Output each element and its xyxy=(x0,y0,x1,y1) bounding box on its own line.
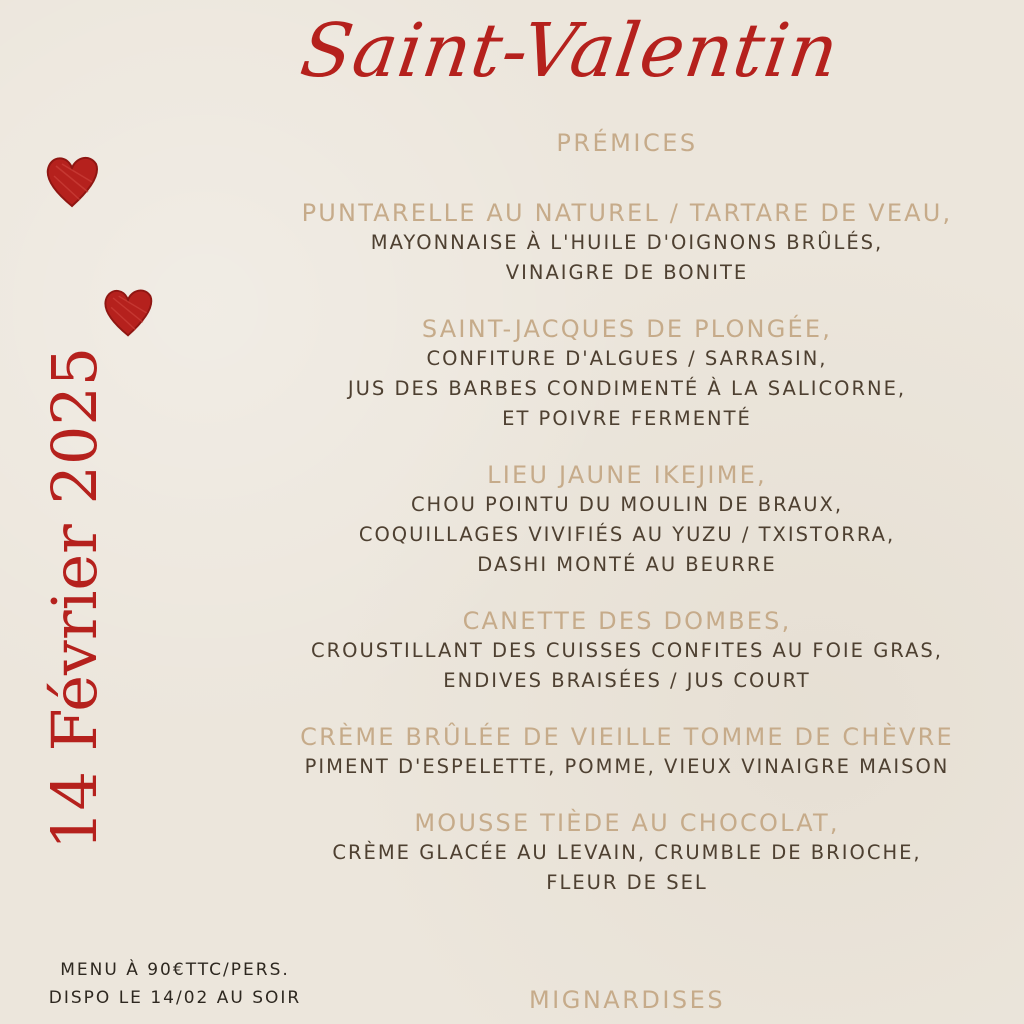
course-line: DASHI MONTÉ AU BEURRE xyxy=(477,553,777,576)
section-premices: PRÉMICES xyxy=(556,129,698,157)
course-title: CRÈME BRÛLÉE DE VIEILLE TOMME DE CHÈVRE xyxy=(300,723,954,751)
course-title: PUNTARELLE AU NATUREL / TARTARE DE VEAU, xyxy=(301,199,953,227)
menu-list xyxy=(240,128,1014,898)
course-item xyxy=(240,606,1014,696)
course-item xyxy=(240,808,1014,898)
course-title: MOUSSE TIÈDE AU CHOCOLAT, xyxy=(414,809,840,837)
course-item xyxy=(240,314,1014,434)
section-mignardises: MIGNARDISES xyxy=(528,986,726,1014)
course-line: PIMENT D'ESPELETTE, POMME, VIEUX VINAIGRE MAISON xyxy=(304,755,950,778)
course-item xyxy=(240,460,1014,580)
course-item xyxy=(240,198,1014,288)
course-line: MAYONNAISE À L'HUILE D'OIGNONS BRÛLÉS, xyxy=(370,231,884,254)
availability-line: DISPO LE 14/02 AU SOIR xyxy=(48,988,302,1008)
menu-title: Saint-Valentin xyxy=(295,8,845,94)
course-title: SAINT-JACQUES DE PLONGÉE, xyxy=(421,315,833,343)
course-line: FLEUR DE SEL xyxy=(546,871,708,894)
course-line: VINAIGRE DE BONITE xyxy=(505,261,749,284)
heart-icon xyxy=(100,284,156,340)
course-title: CANETTE DES DOMBES, xyxy=(462,607,792,635)
course-item xyxy=(240,722,1014,782)
price-line: MENU À 90€TTC/PERS. xyxy=(60,960,290,980)
course-line: CONFITURE D'ALGUES / SARRASIN, xyxy=(426,347,828,370)
course-line: CHOU POINTU DU MOULIN DE BRAUX, xyxy=(410,493,844,516)
course-line: COQUILLAGES VIVIFIÉS AU YUZU / TXISTORRA, xyxy=(358,523,896,546)
course-line: CROUSTILLANT DES CUISSES CONFITES AU FOIE GRAS, xyxy=(310,639,943,662)
course-line: JUS DES BARBES CONDIMENTÉ À LA SALICORNE, xyxy=(347,377,907,400)
event-date: 14 Février 2025 xyxy=(38,346,111,850)
heart-icon xyxy=(42,152,102,210)
course-line: ET POIVRE FERMENTÉ xyxy=(502,407,752,430)
course-line: CRÈME GLACÉE AU LEVAIN, CRUMBLE DE BRIOCHE, xyxy=(332,841,922,864)
course-line: ENDIVES BRAISÉES / JUS COURT xyxy=(443,669,811,692)
price-info xyxy=(20,956,330,1012)
course-title: LIEU JAUNE IKEJIME, xyxy=(487,461,767,489)
